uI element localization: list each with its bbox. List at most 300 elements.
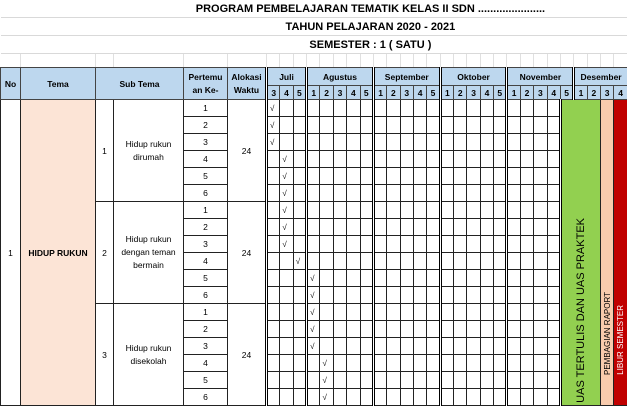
week-cell[interactable] [520,304,533,321]
week-cell[interactable] [347,151,360,168]
week-cell[interactable] [427,287,440,304]
week-cell[interactable] [454,253,467,270]
week-cell[interactable] [267,236,280,253]
week-cell[interactable] [347,389,360,406]
week-cell[interactable] [387,151,400,168]
week-cell[interactable] [280,355,293,372]
week-cell[interactable] [333,372,346,389]
week-cell[interactable] [507,236,520,253]
check-mark[interactable]: √ [280,185,293,202]
week-cell[interactable] [494,236,507,253]
week-cell[interactable] [547,236,560,253]
week-cell[interactable] [547,185,560,202]
week-cell[interactable] [547,270,560,287]
week-cell[interactable] [373,321,386,338]
week-cell[interactable] [400,168,413,185]
week-cell[interactable] [293,389,306,406]
week-cell[interactable] [547,134,560,151]
week-cell[interactable] [293,185,306,202]
week-cell[interactable] [454,134,467,151]
week-cell[interactable] [507,287,520,304]
week-cell[interactable] [413,168,426,185]
week-cell[interactable] [333,151,346,168]
week-cell[interactable] [480,185,493,202]
week-cell[interactable] [454,219,467,236]
week-cell[interactable] [387,185,400,202]
week-cell[interactable] [347,321,360,338]
week-cell[interactable] [373,168,386,185]
week-cell[interactable] [494,338,507,355]
week-cell[interactable] [534,134,547,151]
week-cell[interactable] [494,372,507,389]
week-cell[interactable] [520,372,533,389]
week-cell[interactable] [413,253,426,270]
week-cell[interactable] [520,236,533,253]
week-cell[interactable] [413,219,426,236]
week-cell[interactable] [534,151,547,168]
week-cell[interactable] [480,202,493,219]
week-cell[interactable] [427,185,440,202]
week-cell[interactable] [400,236,413,253]
week-cell[interactable] [467,253,480,270]
week-cell[interactable] [347,304,360,321]
week-cell[interactable] [520,270,533,287]
check-mark[interactable]: √ [307,338,320,355]
week-cell[interactable] [413,355,426,372]
week-cell[interactable] [360,117,373,134]
week-cell[interactable] [373,372,386,389]
week-cell[interactable] [440,185,453,202]
week-cell[interactable] [520,117,533,134]
week-cell[interactable] [520,202,533,219]
week-cell[interactable] [400,100,413,117]
week-cell[interactable] [400,117,413,134]
week-cell[interactable] [467,202,480,219]
week-cell[interactable] [507,270,520,287]
week-cell[interactable] [293,321,306,338]
week-cell[interactable] [427,304,440,321]
week-cell[interactable] [373,134,386,151]
week-cell[interactable] [534,338,547,355]
week-cell[interactable] [267,253,280,270]
week-cell[interactable] [333,287,346,304]
week-cell[interactable] [293,270,306,287]
week-cell[interactable] [494,321,507,338]
week-cell[interactable] [320,270,333,287]
week-cell[interactable] [480,151,493,168]
week-cell[interactable] [267,270,280,287]
week-cell[interactable] [520,321,533,338]
week-cell[interactable] [480,304,493,321]
week-cell[interactable] [360,321,373,338]
week-cell[interactable] [280,253,293,270]
check-mark[interactable]: √ [307,304,320,321]
week-cell[interactable] [480,355,493,372]
week-cell[interactable] [440,287,453,304]
week-cell[interactable] [333,355,346,372]
week-cell[interactable] [307,236,320,253]
week-cell[interactable] [387,321,400,338]
week-cell[interactable] [347,236,360,253]
week-cell[interactable] [520,168,533,185]
week-cell[interactable] [280,100,293,117]
week-cell[interactable] [480,117,493,134]
check-mark[interactable]: √ [280,202,293,219]
week-cell[interactable] [307,168,320,185]
week-cell[interactable] [467,100,480,117]
week-cell[interactable] [267,168,280,185]
week-cell[interactable] [534,270,547,287]
week-cell[interactable] [347,287,360,304]
week-cell[interactable] [293,151,306,168]
week-cell[interactable] [494,253,507,270]
week-cell[interactable] [534,372,547,389]
week-cell[interactable] [293,219,306,236]
week-cell[interactable] [494,100,507,117]
week-cell[interactable] [307,100,320,117]
week-cell[interactable] [347,372,360,389]
week-cell[interactable] [427,202,440,219]
week-cell[interactable] [467,338,480,355]
week-cell[interactable] [387,117,400,134]
week-cell[interactable] [387,287,400,304]
week-cell[interactable] [454,151,467,168]
week-cell[interactable] [454,287,467,304]
week-cell[interactable] [440,168,453,185]
week-cell[interactable] [373,185,386,202]
week-cell[interactable] [307,253,320,270]
week-cell[interactable] [267,389,280,406]
week-cell[interactable] [494,389,507,406]
week-cell[interactable] [293,304,306,321]
week-cell[interactable] [307,151,320,168]
week-cell[interactable] [547,304,560,321]
week-cell[interactable] [520,100,533,117]
week-cell[interactable] [480,134,493,151]
week-cell[interactable] [387,219,400,236]
week-cell[interactable] [440,304,453,321]
week-cell[interactable] [373,304,386,321]
week-cell[interactable] [400,321,413,338]
week-cell[interactable] [307,355,320,372]
week-cell[interactable] [373,202,386,219]
week-cell[interactable] [534,355,547,372]
week-cell[interactable] [467,389,480,406]
week-cell[interactable] [547,253,560,270]
week-cell[interactable] [320,202,333,219]
week-cell[interactable] [547,151,560,168]
week-cell[interactable] [480,253,493,270]
week-cell[interactable] [520,389,533,406]
week-cell[interactable] [520,219,533,236]
check-mark[interactable]: √ [280,219,293,236]
week-cell[interactable] [333,338,346,355]
check-mark[interactable]: √ [280,168,293,185]
week-cell[interactable] [507,389,520,406]
week-cell[interactable] [267,372,280,389]
week-cell[interactable] [547,117,560,134]
week-cell[interactable] [467,355,480,372]
week-cell[interactable] [293,202,306,219]
week-cell[interactable] [387,168,400,185]
week-cell[interactable] [547,355,560,372]
week-cell[interactable] [293,355,306,372]
week-cell[interactable] [387,100,400,117]
week-cell[interactable] [307,389,320,406]
week-cell[interactable] [534,168,547,185]
week-cell[interactable] [413,117,426,134]
week-cell[interactable] [387,372,400,389]
week-cell[interactable] [373,338,386,355]
week-cell[interactable] [347,100,360,117]
week-cell[interactable] [320,304,333,321]
week-cell[interactable] [400,270,413,287]
week-cell[interactable] [333,202,346,219]
check-mark[interactable]: √ [280,236,293,253]
week-cell[interactable] [280,372,293,389]
week-cell[interactable] [360,100,373,117]
week-cell[interactable] [293,168,306,185]
week-cell[interactable] [293,117,306,134]
week-cell[interactable] [427,253,440,270]
week-cell[interactable] [413,100,426,117]
week-cell[interactable] [480,338,493,355]
week-cell[interactable] [333,185,346,202]
week-cell[interactable] [507,253,520,270]
week-cell[interactable] [293,372,306,389]
check-mark[interactable]: √ [307,287,320,304]
week-cell[interactable] [440,117,453,134]
check-mark[interactable]: √ [320,355,333,372]
week-cell[interactable] [534,185,547,202]
week-cell[interactable] [427,389,440,406]
week-cell[interactable] [494,202,507,219]
week-cell[interactable] [347,134,360,151]
week-cell[interactable] [333,253,346,270]
week-cell[interactable] [454,185,467,202]
week-cell[interactable] [467,185,480,202]
week-cell[interactable] [333,321,346,338]
week-cell[interactable] [507,185,520,202]
week-cell[interactable] [320,253,333,270]
week-cell[interactable] [280,304,293,321]
week-cell[interactable] [293,134,306,151]
week-cell[interactable] [494,168,507,185]
week-cell[interactable] [520,185,533,202]
week-cell[interactable] [360,151,373,168]
week-cell[interactable] [427,100,440,117]
week-cell[interactable] [520,253,533,270]
week-cell[interactable] [413,236,426,253]
week-cell[interactable] [454,372,467,389]
week-cell[interactable] [387,270,400,287]
week-cell[interactable] [307,372,320,389]
week-cell[interactable] [387,134,400,151]
week-cell[interactable] [494,287,507,304]
week-cell[interactable] [320,117,333,134]
week-cell[interactable] [467,304,480,321]
week-cell[interactable] [333,100,346,117]
week-cell[interactable] [520,151,533,168]
week-cell[interactable] [494,219,507,236]
week-cell[interactable] [454,236,467,253]
week-cell[interactable] [320,100,333,117]
week-cell[interactable] [534,287,547,304]
week-cell[interactable] [387,202,400,219]
week-cell[interactable] [360,338,373,355]
week-cell[interactable] [400,134,413,151]
week-cell[interactable] [320,151,333,168]
week-cell[interactable] [454,117,467,134]
week-cell[interactable] [427,270,440,287]
week-cell[interactable] [480,219,493,236]
week-cell[interactable] [507,134,520,151]
week-cell[interactable] [547,100,560,117]
week-cell[interactable] [494,304,507,321]
week-cell[interactable] [454,168,467,185]
week-cell[interactable] [454,321,467,338]
week-cell[interactable] [467,372,480,389]
week-cell[interactable] [307,134,320,151]
week-cell[interactable] [520,287,533,304]
week-cell[interactable] [347,219,360,236]
week-cell[interactable] [480,100,493,117]
week-cell[interactable] [360,253,373,270]
week-cell[interactable] [480,168,493,185]
week-cell[interactable] [360,202,373,219]
week-cell[interactable] [454,270,467,287]
week-cell[interactable] [547,287,560,304]
week-cell[interactable] [534,304,547,321]
week-cell[interactable] [440,270,453,287]
week-cell[interactable] [333,117,346,134]
week-cell[interactable] [507,304,520,321]
week-cell[interactable] [454,338,467,355]
check-mark[interactable]: √ [280,151,293,168]
week-cell[interactable] [360,185,373,202]
week-cell[interactable] [293,100,306,117]
check-mark[interactable]: √ [307,270,320,287]
week-cell[interactable] [413,304,426,321]
week-cell[interactable] [520,355,533,372]
week-cell[interactable] [267,185,280,202]
week-cell[interactable] [427,151,440,168]
week-cell[interactable] [360,134,373,151]
week-cell[interactable] [347,270,360,287]
week-cell[interactable] [413,151,426,168]
week-cell[interactable] [413,287,426,304]
check-mark[interactable]: √ [267,134,280,151]
week-cell[interactable] [280,338,293,355]
week-cell[interactable] [440,253,453,270]
week-cell[interactable] [347,253,360,270]
week-cell[interactable] [440,100,453,117]
week-cell[interactable] [400,202,413,219]
week-cell[interactable] [333,270,346,287]
week-cell[interactable] [400,287,413,304]
week-cell[interactable] [534,236,547,253]
week-cell[interactable] [267,151,280,168]
week-cell[interactable] [534,219,547,236]
week-cell[interactable] [400,185,413,202]
week-cell[interactable] [333,236,346,253]
week-cell[interactable] [347,185,360,202]
week-cell[interactable] [427,134,440,151]
week-cell[interactable] [507,100,520,117]
week-cell[interactable] [507,338,520,355]
week-cell[interactable] [413,134,426,151]
week-cell[interactable] [534,202,547,219]
week-cell[interactable] [280,134,293,151]
check-mark[interactable]: √ [307,321,320,338]
week-cell[interactable] [347,355,360,372]
week-cell[interactable] [293,287,306,304]
week-cell[interactable] [280,321,293,338]
week-cell[interactable] [387,236,400,253]
week-cell[interactable] [347,117,360,134]
week-cell[interactable] [467,134,480,151]
week-cell[interactable] [307,202,320,219]
week-cell[interactable] [480,321,493,338]
week-cell[interactable] [467,321,480,338]
week-cell[interactable] [360,219,373,236]
week-cell[interactable] [454,100,467,117]
week-cell[interactable] [454,389,467,406]
week-cell[interactable] [267,304,280,321]
week-cell[interactable] [333,168,346,185]
week-cell[interactable] [360,304,373,321]
week-cell[interactable] [440,321,453,338]
week-cell[interactable] [373,219,386,236]
week-cell[interactable] [494,151,507,168]
week-cell[interactable] [494,117,507,134]
week-cell[interactable] [267,321,280,338]
week-cell[interactable] [520,134,533,151]
week-cell[interactable] [400,151,413,168]
week-cell[interactable] [427,338,440,355]
week-cell[interactable] [400,304,413,321]
week-cell[interactable] [454,304,467,321]
week-cell[interactable] [467,270,480,287]
week-cell[interactable] [360,236,373,253]
week-cell[interactable] [507,202,520,219]
week-cell[interactable] [507,372,520,389]
check-mark[interactable]: √ [320,372,333,389]
week-cell[interactable] [547,372,560,389]
week-cell[interactable] [440,219,453,236]
check-mark[interactable]: √ [267,117,280,134]
week-cell[interactable] [413,185,426,202]
week-cell[interactable] [307,219,320,236]
week-cell[interactable] [280,389,293,406]
week-cell[interactable] [373,151,386,168]
week-cell[interactable] [387,304,400,321]
week-cell[interactable] [440,151,453,168]
week-cell[interactable] [494,270,507,287]
week-cell[interactable] [373,355,386,372]
week-cell[interactable] [360,270,373,287]
week-cell[interactable] [547,321,560,338]
week-cell[interactable] [480,236,493,253]
week-cell[interactable] [547,389,560,406]
week-cell[interactable] [440,134,453,151]
week-cell[interactable] [440,355,453,372]
week-cell[interactable] [440,202,453,219]
week-cell[interactable] [507,168,520,185]
week-cell[interactable] [427,321,440,338]
week-cell[interactable] [413,389,426,406]
week-cell[interactable] [347,168,360,185]
